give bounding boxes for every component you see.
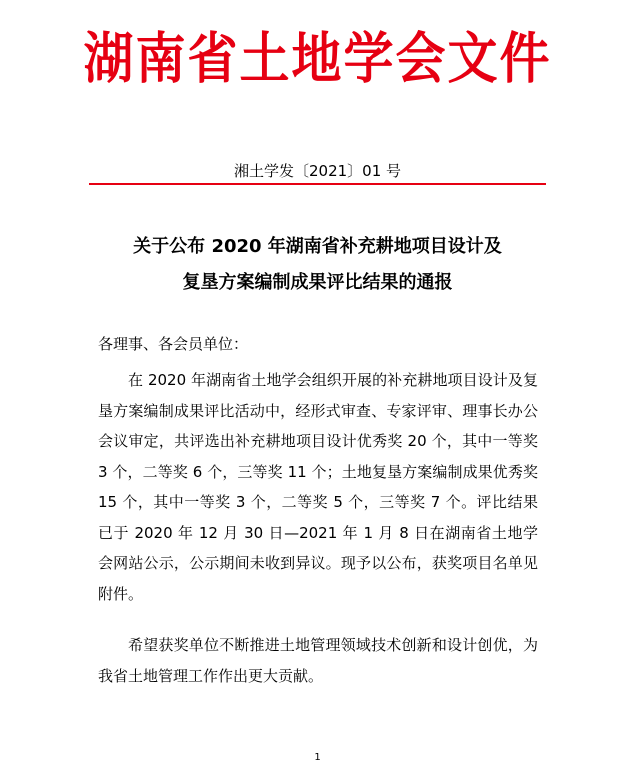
red-divider-line: [89, 183, 546, 185]
document-header-title: 湖南省土地学会文件: [83, 25, 552, 91]
notice-title: [40, 229, 595, 301]
body-paragraph-1: 在 2020 年湖南省土地学会组织开展的补充耕地项目设计及复垦方案编制成果评比活动中，经形式审查、专家评审、理事长办公会议审定，共评选出补充耕地项目设计优秀奖 20 个，其中一等奖 3 个，二等奖 6 个，三等奖 11 个；土地复垦方案编制成果优秀奖 15 个，其中一等奖 3 个，二等奖 5 个，三等奖 7 个。评比结果已于 2020 年 12 月 30 日—2021 年 1 月 8 日在湖南省土地学会网站公示，公示期间未收到异议。现予以公布，获奖项目名单见附件。: [98, 371, 538, 603]
notice-title-line-2: 复垦方案编制成果评比结果的通报: [182, 272, 453, 293]
body-paragraph-2: 希望获奖单位不断推进土地管理领域技术创新和设计创优，为我省土地管理工作作出更大贡献。: [98, 636, 538, 685]
page-number: 1: [314, 752, 321, 763]
notice-title-line-1: 关于公布 2020 年湖南省补充耕地项目设计及: [133, 236, 502, 257]
addressee: 各理事、各会员单位：: [98, 335, 249, 353]
document-number: 湘土学发〔2021〕01 号: [233, 162, 402, 180]
